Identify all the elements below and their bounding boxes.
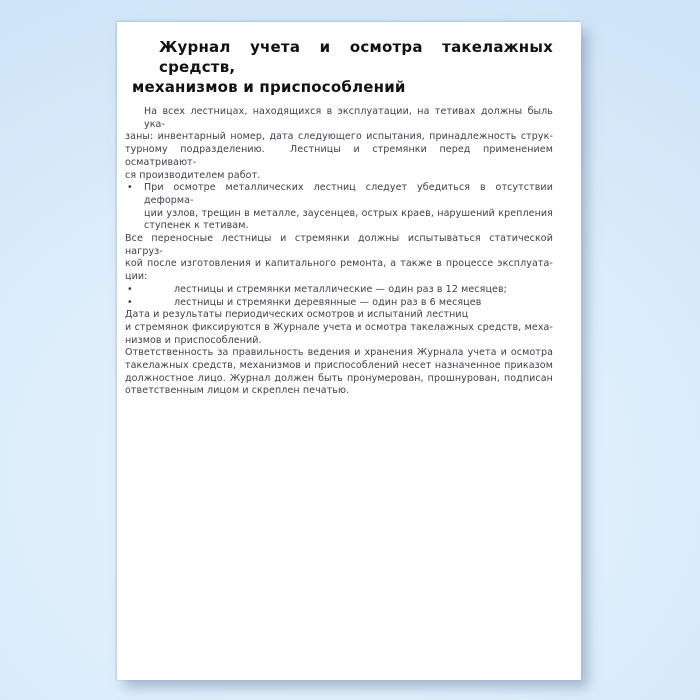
paragraph [125, 309, 553, 347]
text-line: Журнал учета и осмотра такелажных средств, [159, 38, 553, 76]
text-line: такелажных средств, механизмов и приспособлений несет назначенное приказом [125, 360, 553, 372]
text-line: Ответственность за правильность ведения и хранения Журнала учета и осмотра [125, 347, 553, 359]
text-line: Дата и результаты периодических осмотров и испытаний лестниц [125, 309, 469, 321]
bullet-item [125, 297, 553, 310]
text-line: При осмотре металлических лестниц следует убедиться в отсутствии деформа- [144, 182, 553, 206]
text-line: турному подразделению. Лестницы и стремянки перед применением осматривают- [125, 144, 553, 168]
text-line: лестницы и стремянки деревянные — один раз в 6 месяцев [174, 296, 482, 308]
text-line: заны: инвентарный номер, дата следующего испытания, принадлежность струк- [125, 131, 553, 143]
paragraph [125, 233, 553, 284]
bullet-item [125, 182, 553, 233]
text-line: ответственным лицом и скреплен печатью. [125, 385, 350, 397]
bullet-item [125, 284, 553, 297]
text-line: ции узлов, трещин в металле, заусенцев, острых краев, нарушений крепления [144, 207, 553, 219]
text-line: механизмов и приспособлений [132, 78, 406, 96]
text-line: лестницы и стремянки металлические — один раз в 12 месяцев; [174, 283, 507, 295]
text-line: кой после изготовления и капитального ремонта, а также в процессе эксплуата- [125, 258, 553, 270]
text-line: должностное лицо. Журнал должен быть пронумерован, прошнурован, подписан [125, 372, 553, 384]
paragraph [125, 347, 553, 398]
text-line: ции: [125, 271, 148, 283]
text-line: На всех лестницах, находящихся в эксплуатации, на тетивах должны быль ука- [144, 106, 553, 130]
bullet-marker: • [127, 296, 133, 308]
paragraph [125, 106, 553, 182]
text-line: ся производителем работ. [125, 169, 261, 181]
page-title [132, 37, 553, 97]
document-page [117, 22, 581, 680]
bullet-marker: • [127, 283, 133, 295]
document-body [125, 106, 553, 398]
text-line: ступенек к тетивам. [144, 220, 249, 232]
text-line: низмов и приспособлений. [125, 334, 262, 346]
bullet-marker: • [127, 182, 133, 194]
text-line: и стремянок фиксируются в Журнале учета и осмотра такелажных средств, меха- [125, 321, 553, 333]
text-line: Все переносные лестницы и стремянки должны испытываться статической нагруз- [125, 233, 553, 257]
